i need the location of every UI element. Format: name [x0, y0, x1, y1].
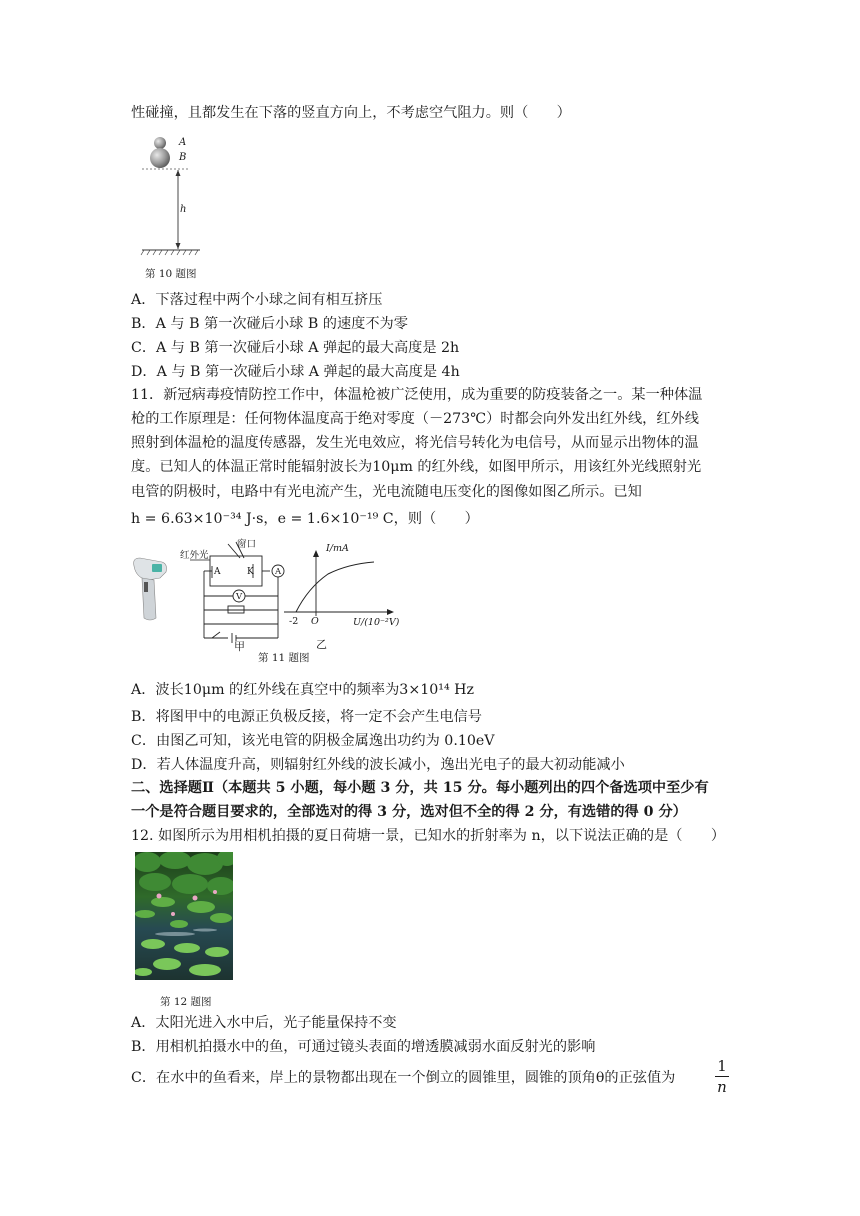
q11-stem-4: 度。已知人的体温正常时能辐射波长为10μm 的红外线，如图甲所示，用该红外光线照射光 [131, 459, 702, 475]
q10-option-b: B．A 与 B 第一次碰后小球 B 的速度不为零 [131, 316, 408, 332]
q11-stem-3: 照射到体温枪的温度传感器，发生光电效应，将光信号转化为电信号，从而显示出物体的温 [131, 435, 699, 451]
q11-stem-6: h = 6.63×10⁻³⁴ J·s，e = 1.6×10⁻¹⁹ C，则（ ） [131, 511, 479, 527]
label-ir-light: 红外光 [180, 550, 209, 561]
graph-origin: O [311, 616, 319, 627]
q12-option-b: B．用相机拍摄水中的鱼，可通过镜头表面的增透膜减弱水面反射光的影响 [131, 1039, 596, 1055]
thermometer-gun-icon [134, 558, 167, 620]
fig10-falling-balls [140, 134, 220, 258]
label-yi: 乙 [316, 638, 327, 651]
q12-stem: 12. 如图所示为用相机拍摄的夏日荷塘一景，已知水的折射率为 n，以下说法正确的是（ ） [131, 828, 726, 844]
section2-heading-1: 二、选择题Ⅱ（本题共 5 小题，每小题 3 分，共 15 分。每小题列出的四个备选项中至少有 [131, 780, 709, 796]
section2-heading-2: 一个是符合题目要求的，全部选对的得 3 分，选对但不全的得 2 分，有选错的得 0 分） [131, 804, 687, 820]
q10-option-a: A．下落过程中两个小球之间有相互挤压 [131, 292, 383, 308]
q10-option-d: D．A 与 B 第一次碰后小球 A 弹起的最大高度是 4h [131, 364, 460, 380]
label-a: A [179, 137, 187, 148]
graph-xlabel: U/(10⁻²V) [353, 617, 400, 628]
q11-stem-5: 电管的阴极时，电路中有光电流产生，光电流随电压变化的图像如图乙所示。已知 [131, 484, 642, 500]
q10-stem-tail: 性碰撞，且都发生在下落的竖直方向上，不考虑空气阻力。则（ ） [131, 105, 571, 121]
iu-graph [284, 550, 394, 616]
fig12-lotus-pond-photo [135, 852, 233, 980]
q12-option-a: A．太阳光进入水中后，光子能量保持不变 [131, 1015, 397, 1031]
q10-option-c: C．A 与 B 第一次碰后小球 A 弹起的最大高度是 2h [131, 340, 460, 356]
fig11-photoelectric [128, 538, 408, 666]
graph-ylabel: I/mA [326, 543, 349, 554]
graph-tick-neg2: -2 [289, 616, 299, 627]
label-b: B [179, 152, 187, 163]
q11-stem-1: 11．新冠病毒疫情防控工作中，体温枪被广泛使用，成为重要的防疫装备之一。某一种体温 [131, 387, 703, 403]
fig10-caption: 第 10 题图 [145, 268, 197, 280]
iu-curve [296, 562, 374, 612]
label-jia: 甲 [234, 640, 245, 653]
ball-b [150, 148, 170, 168]
q11-stem-2: 枪的工作原理是：任何物体温度高于绝对零度（－273℃）时都会向外发出红外线，红外线 [131, 411, 699, 427]
label-anode: A [214, 567, 221, 577]
voltmeter-label: V [236, 592, 243, 602]
label-window: 窗口 [237, 539, 257, 550]
q11-option-a: A．波长10μm 的红外线在真空中的频率为3×10¹⁴ Hz [131, 682, 474, 698]
q11-option-d: D．若人体温度升高，则辐射红外线的波长减小，逸出光电子的最大初动能减小 [131, 757, 625, 773]
label-cathode: K [247, 567, 254, 577]
ball-a [154, 137, 166, 149]
ammeter-label: A [275, 567, 282, 577]
q11-option-c: C．由图乙可知，该光电管的阴极金属逸出功约为 0.10eV [131, 733, 495, 749]
fraction-denominator: n [717, 1078, 727, 1096]
label-h: h [180, 204, 187, 215]
q12-option-c: C．在水中的鱼看来，岸上的景物都出现在一个倒立的圆锥里，圆锥的顶角θ的正弦值为 [131, 1070, 676, 1086]
fig11-caption: 第 11 题图 [258, 652, 310, 664]
fig12-caption: 第 12 题图 [160, 996, 212, 1008]
fraction-numerator: 1 [715, 1056, 729, 1077]
fraction-one-over-n [715, 1056, 729, 1097]
q11-option-b: B．将图甲中的电源正负极反接，将一定不会产生电信号 [131, 709, 482, 725]
